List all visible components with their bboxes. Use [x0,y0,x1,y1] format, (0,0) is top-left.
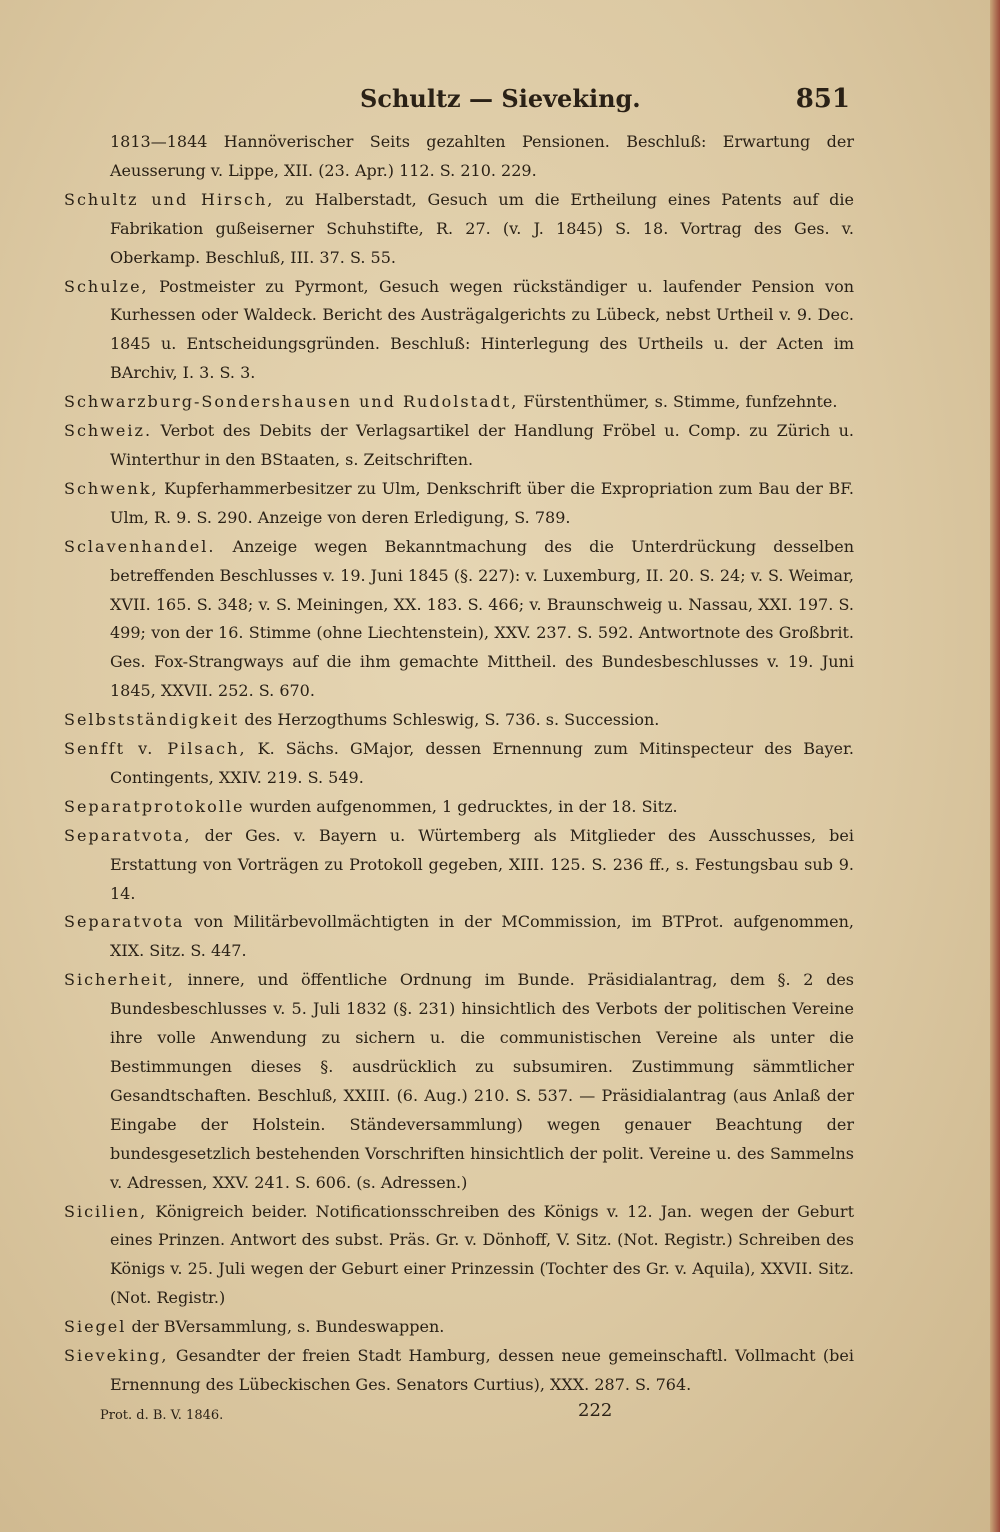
running-head: Schultz — Sieveking. [360,84,641,113]
entry-head: Sicherheit, [64,970,175,990]
index-entry [64,735,854,793]
entry-head: Sclavenhandel. [64,536,216,556]
signature-mark: 222 [578,1400,613,1421]
index-entry [64,706,854,735]
index-entry [64,908,854,966]
index-entry [64,533,854,706]
book-spine-edge [990,0,1000,1532]
entry-text: K. Sächs. GMajor, dessen Ernennung zum Mitinspecteur des Bayer. Contingents, XXIV. 219. S. 549. [110,739,854,787]
entry-head: Separatvota, [64,825,192,845]
entry-text: Fürstenthümer, s. Stimme, funfzehnte. [523,392,838,412]
entry-head: Schwenk, [64,478,159,498]
footer-note: Prot. d. B. V. 1846. [100,1408,224,1423]
index-entry-continuation [64,128,854,186]
entry-head: Separatvota [64,912,185,932]
entry-text: Gesandter der freien Stadt Hamburg, dessen neue gemeinschaftl. Vollmacht (bei Ernennung des Lübeckischen Ges. Senators Curtius), XXX. 287. S. 764. [110,1346,855,1394]
entry-head: Sicilien, [64,1201,148,1221]
entry-text: der Ges. v. Bayern u. Würtemberg als Mitglieder des Ausschusses, bei Erstattung von Vorträgen zu Protokoll gegeben, XIII. 125. S. 236 ff., s. Festungsbau sub 9. 14. [110,825,854,903]
index-entry [64,186,854,273]
index-entries [64,128,854,1400]
index-entry [64,793,854,822]
index-entry [64,1313,854,1342]
entry-text: der BVersammlung, s. Bundeswappen. [131,1317,445,1337]
index-entry [64,273,854,389]
entry-text: Kupferhammerbesitzer zu Ulm, Denkschrift über die Expropriation zum Bau der BF. Ulm, R. 9. S. 290. Anzeige von deren Erledigung, S. 789. [110,478,855,527]
entry-text: des Herzogthums Schleswig, S. 736. s. Succession. [244,710,660,730]
entry-head: Senfft v. Pilsach, [64,739,247,759]
index-entry [64,1342,854,1400]
entry-text: Anzeige wegen Bekanntmachung des die Unterdrückung desselben betreffenden Beschlusses v. 19. Juni 1845 (§. 227): v. Luxemburg, II. 20. S. 24; v. S. Weimar, XVII. 165. S. 348; v. S. Meiningen, XX. 183. S. 466; v. Braunschweig u. Nassau, XXI. 197. S. 499; von der 16. Stimme (ohne Liechtenstein), XXV. 237. S. 592. Antwortnote des Großbrit. Ges. Fox-Strangways auf die ihm gemachte Mittheil. des Bundesbeschlusses v. 19. Juni 1845, XXVII. 252. S. 670. [110,536,854,701]
index-entry [64,417,854,475]
index-entry [64,966,854,1197]
entry-head: Schulze, [64,276,149,296]
entry-text: zu Halberstadt, Gesuch um die Ertheilung eines Patents auf die Fabrikation gußeiserner Schuhstifte, R. 27. (v. J. 1845) S. 18. Vortrag des Ges. v. Oberkamp. Beschluß, III. 37. S. 55. [110,189,855,267]
page-header [60,84,850,120]
index-entry [64,1198,854,1314]
entry-text: von Militärbevollmächtigten in der MCommission, im BTProt. aufgenommen, XIX. Sitz. S. 447. [110,912,854,961]
index-entry [64,822,854,909]
entry-text: wurden aufgenommen, 1 gedrucktes, in der 18. Sitz. [249,796,678,816]
entry-text: 1813—1844 Hannöverischer Seits gezahlten Pensionen. Beschluß: Erwartung der Aeusserung v. Lippe, XII. (23. Apr.) 112. S. 210. 229. [110,132,854,180]
entry-text: innere, und öffentliche Ordnung im Bunde. Präsidialantrag, dem §. 2 des Bundesbeschlusses v. 5. Juli 1832 (§. 231) hinsichtlich des Verbots der politischen Vereine ihre volle Anwendung zu sichern u. die communistischen Vereine als unter die Bestimmungen dieses §. ausdrücklich zu subsumiren. Zustimmung sämmtlicher Gesandtschaften. Beschluß, XXIII. (6. Aug.) 210. S. 537. — Präsidialantrag (aus Anlaß der Eingabe der Holstein. Ständeversammlung) wegen genauer Beachtung der bundesgesetzlich bestehenden Vorschriften hinsichtlich der polit. Vereine u. des Sammelns v. Adressen, XXV. 241. S. 606. (s. Adressen.) [110,970,854,1192]
page-number: 851 [795,84,850,114]
index-entry [64,475,854,533]
entry-head: Schwarzburg-Sondershausen und Rudolstadt, [64,392,519,412]
entry-text: Verbot des Debits der Verlagsartikel der Handlung Fröbel u. Comp. zu Zürich u. Winterthur in den BStaaten, s. Zeitschriften. [110,421,854,469]
entry-head: Selbstständigkeit [64,710,240,730]
entry-head: Separatprotokolle [64,796,245,816]
entry-head: Schultz und Hirsch, [64,189,275,209]
entry-head: Sieveking, [64,1346,169,1366]
entry-head: Siegel [64,1317,127,1337]
entry-head: Schweiz. [64,421,153,441]
index-entry [64,388,854,417]
entry-text: Postmeister zu Pyrmont, Gesuch wegen rückständiger u. laufender Pension von Kurhessen oder Waldeck. Bericht des Austrägalgerichts zu Lübeck, nebst Urtheil v. 9. Dec. 1845 u. Entscheidungsgründen. Beschluß: Hinterlegung des Urtheils u. der Acten im BArchiv, I. 3. S. 3. [110,276,854,383]
page-footer [100,1400,800,1430]
entry-text: Königreich beider. Notificationsschreiben des Königs v. 12. Jan. wegen der Geburt eines Prinzen. Antwort des subst. Präs. Gr. v. Dönhoff, V. Sitz. (Not. Registr.) Schreiben des Königs v. 25. Juli wegen der Geburt einer Prinzessin (Tochter des Gr. v. Aquila), XXVII. Sitz. (Not. Registr.) [110,1201,854,1308]
